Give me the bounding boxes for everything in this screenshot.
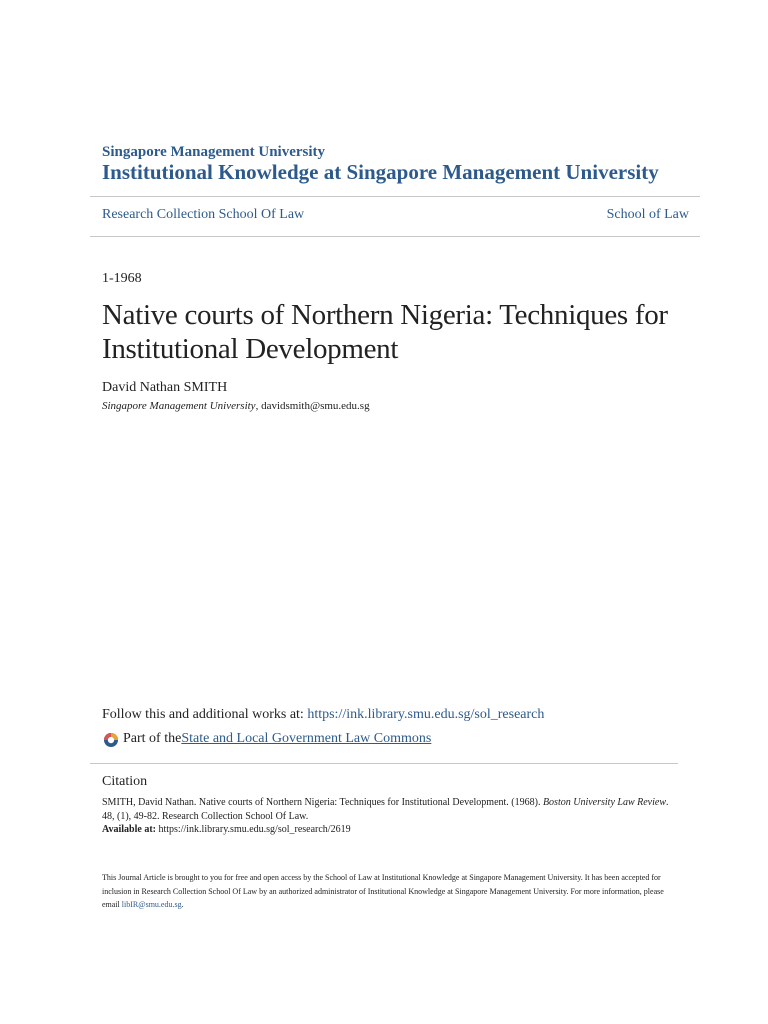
collection-link[interactable]: Research Collection School Of Law	[102, 207, 305, 222]
repository-name[interactable]: Institutional Knowledge at Singapore Management University	[102, 160, 659, 184]
school-link[interactable]: School of Law	[606, 207, 689, 222]
citation-heading: Citation	[102, 774, 148, 789]
follow-line	[102, 707, 544, 723]
access-notice	[102, 871, 672, 912]
citation-start: SMITH, David Nathan. Native courts of Northern Nigeria: Techniques for Institutional Development. (1968).	[102, 797, 543, 808]
notice-email-link[interactable]: libIR@smu.edu.sg	[121, 900, 182, 909]
citation-text	[102, 796, 672, 837]
notice-text: This Journal Article is brought to you for free and open access by the School of Law at Institutional Knowledge at Singapore Management University. It has been accepted for inclusion in Research Collection School Of Law by an authorized administrator of Institutional Knowledge at Singapore Management University. For more information, please email	[102, 873, 664, 909]
article-title: Native courts of Northern Nigeria: Techniques for Institutional Development	[102, 299, 668, 365]
divider-top	[90, 196, 700, 197]
divider-citation	[90, 763, 678, 764]
citation-journal: Boston University Law Review	[542, 797, 666, 808]
available-label: Available at:	[102, 824, 156, 835]
notice-end: .	[181, 900, 184, 909]
available-url[interactable]: https://ink.library.smu.edu.sg/sol_research/2619	[155, 824, 351, 835]
author-email: , davidsmith@smu.edu.sg	[255, 400, 370, 412]
follow-label: Follow this and additional works at:	[102, 707, 308, 722]
citation-end: . 48, (1), 49-82. Research Collection School Of Law.	[102, 797, 669, 822]
part-of-line	[102, 730, 431, 748]
affiliation-name: Singapore Management University	[102, 400, 256, 412]
university-name[interactable]: Singapore Management University	[102, 144, 326, 160]
commons-link[interactable]: State and Local Government Law Commons	[181, 731, 432, 746]
bepress-commons-icon	[102, 730, 120, 748]
author-name: David Nathan SMITH	[102, 380, 228, 395]
publication-date: 1-1968	[102, 271, 142, 286]
part-of-label: Part of the	[123, 731, 182, 746]
author-affiliation	[102, 400, 370, 412]
follow-url-link[interactable]: https://ink.library.smu.edu.sg/sol_research	[307, 707, 545, 722]
divider-bottom	[90, 236, 700, 237]
